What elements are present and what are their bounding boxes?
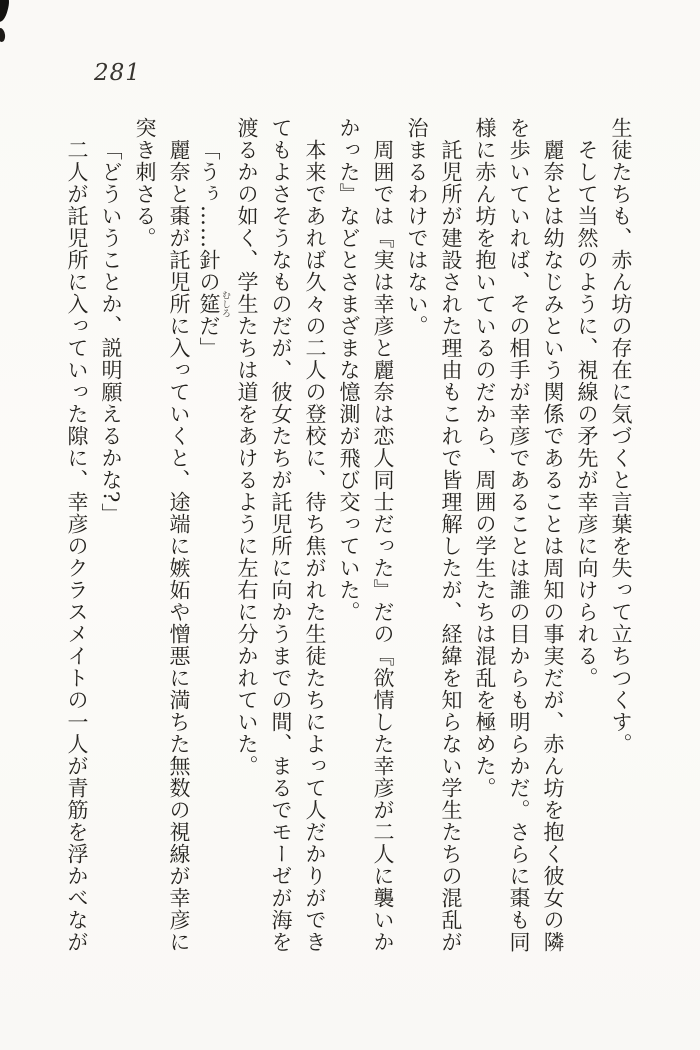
text-line: 二人が託児所に入っていった隙に、幸彦のクラスメイトの一人が青筋を浮かべなが (65, 139, 89, 953)
text-line: 渡るかの如く、学生たちは道をあけるように左右に分かれていた。 (235, 117, 259, 777)
furigana-ruby: 筵 むしろ (197, 290, 230, 318)
text-line: てもよさそうなものだが、彼女たちが託児所に向かうまでの間、まるでモーゼが海を (269, 117, 293, 953)
text-line: 生徒たちも、赤ん坊の存在に気づくと言葉を失って立ちつくす。 (609, 117, 633, 755)
text-line: 本来であれば久々の二人の登校に、待ち焦がれた生徒たちによって人だかりができ (303, 139, 327, 953)
text-line: 「どういうことか、説明願えるかな?」 (99, 139, 123, 526)
text-line: 「うぅ……針の筵 むしろだ」 (197, 139, 230, 359)
furigana-text: むしろ (220, 290, 230, 318)
text-line: を歩いていれば、その相手が幸彦であることは誰の目からも明らかだ。さらに棗も同 (507, 117, 531, 953)
text-line: 周囲では『実は幸彦と麗奈は恋人同士だった』だの『欲情した幸彦が二人に襲いか (371, 139, 395, 953)
text-line: かった』などとさまざまな憶測が飛び交っていた。 (337, 117, 361, 623)
text-line: 治まるわけではない。 (405, 117, 429, 337)
text-line: 麗奈とは幼なじみという関係であることは周知の事実だが、赤ん坊を抱く彼女の隣 (541, 139, 565, 953)
text-line: 突き刺さる。 (133, 117, 157, 249)
text-line: 麗奈と棗が託児所に入っていくと、途端に嫉妬や憎悪に満ちた無数の視線が幸彦に (167, 139, 191, 953)
text-line: 託児所が建設された理由もこれで皆理解したが、経緯を知らない学生たちの混乱が (439, 139, 463, 953)
scan-artifact (0, 0, 11, 23)
page-number: 281 (94, 60, 141, 86)
scan-artifact (0, 28, 6, 43)
body-text (60, 117, 638, 957)
text-line: 様に赤ん坊を抱いているのだから、周囲の学生たちは混乱を極めた。 (473, 117, 497, 799)
text-line: そして当然のように、視線の矛先が幸彦に向けられる。 (575, 139, 599, 689)
